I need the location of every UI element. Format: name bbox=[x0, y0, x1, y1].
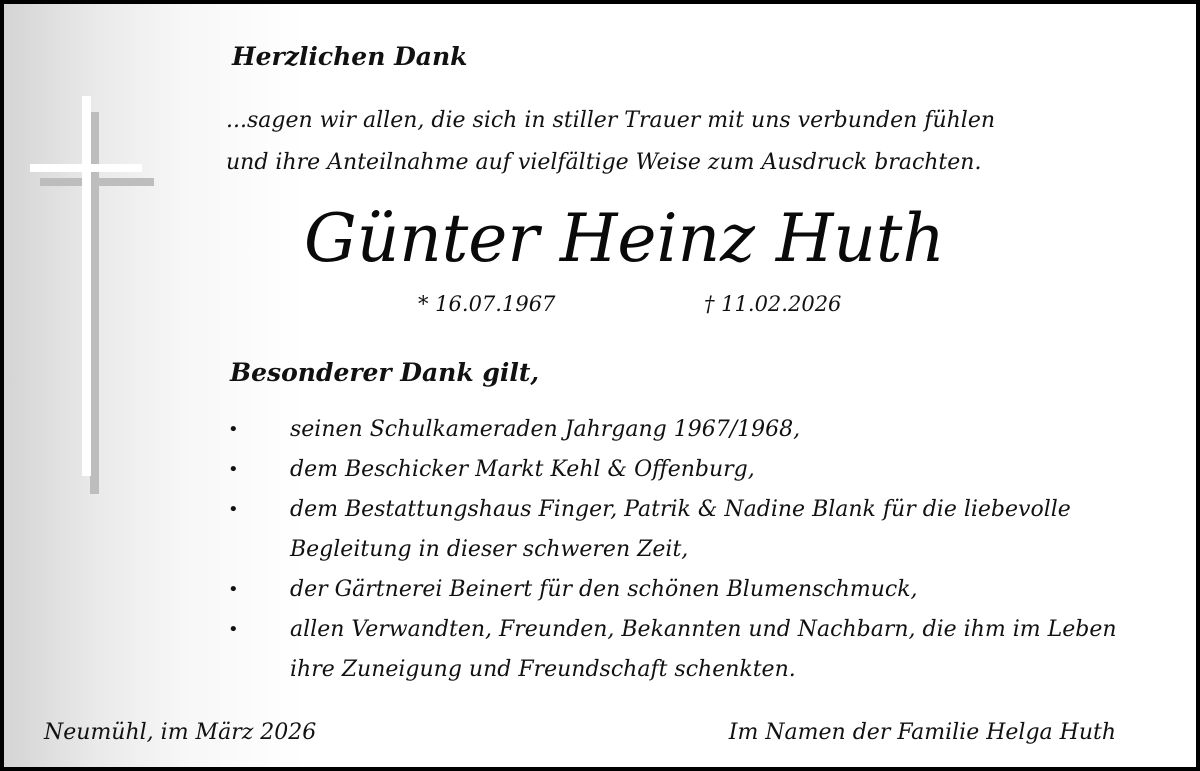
thanks-list bbox=[228, 410, 1130, 690]
bullet-icon: • bbox=[228, 459, 239, 480]
heading-special-thanks: Besonderer Dank gilt, bbox=[230, 358, 540, 387]
cross-beam-horizontal bbox=[30, 164, 142, 172]
list-item-text: der Gärtnerei Beinert für den schönen Blumenschmuck, bbox=[290, 577, 918, 602]
list-item bbox=[228, 610, 1130, 690]
intro-text bbox=[226, 100, 995, 184]
heading-thanks: Herzlichen Dank bbox=[232, 42, 468, 71]
deceased-name: Günter Heinz Huth bbox=[304, 200, 945, 277]
list-item bbox=[228, 450, 1130, 490]
death-date: † 11.02.2026 bbox=[704, 292, 842, 316]
list-item-text: allen Verwandten, Freunden, Bekannten und Nachbarn, die ihm im Leben ihre Zuneigung und Freundschaft schenkten. bbox=[290, 617, 1117, 682]
list-item bbox=[228, 410, 1130, 450]
place-date: Neumühl, im März 2026 bbox=[44, 720, 317, 745]
bullet-icon: • bbox=[228, 419, 239, 440]
signature: Im Namen der Familie Helga Huth bbox=[728, 720, 1116, 745]
list-item-text: dem Beschicker Markt Kehl & Offenburg, bbox=[290, 457, 755, 482]
list-item bbox=[228, 490, 1130, 570]
list-item-text: dem Bestattungshaus Finger, Patrik & Nadine Blank für die liebevolle Begleitung in dieser schweren Zeit, bbox=[290, 497, 1071, 562]
cross-beam-vertical bbox=[82, 96, 91, 476]
list-item-text: seinen Schulkameraden Jahrgang 1967/1968, bbox=[290, 417, 801, 442]
birth-date: * 16.07.1967 bbox=[418, 292, 556, 316]
bullet-icon: • bbox=[228, 499, 239, 520]
bullet-icon: • bbox=[228, 579, 239, 600]
list-item bbox=[228, 570, 1130, 610]
intro-line: ...sagen wir allen, die sich in stiller Trauer mit uns verbunden fühlen bbox=[226, 108, 996, 133]
bullet-icon: • bbox=[228, 619, 239, 640]
cross-shadow-horizontal bbox=[40, 178, 154, 186]
cross-icon bbox=[28, 94, 158, 494]
intro-line: und ihre Anteilnahme auf vielfältige Weise zum Ausdruck brachten. bbox=[226, 150, 982, 175]
